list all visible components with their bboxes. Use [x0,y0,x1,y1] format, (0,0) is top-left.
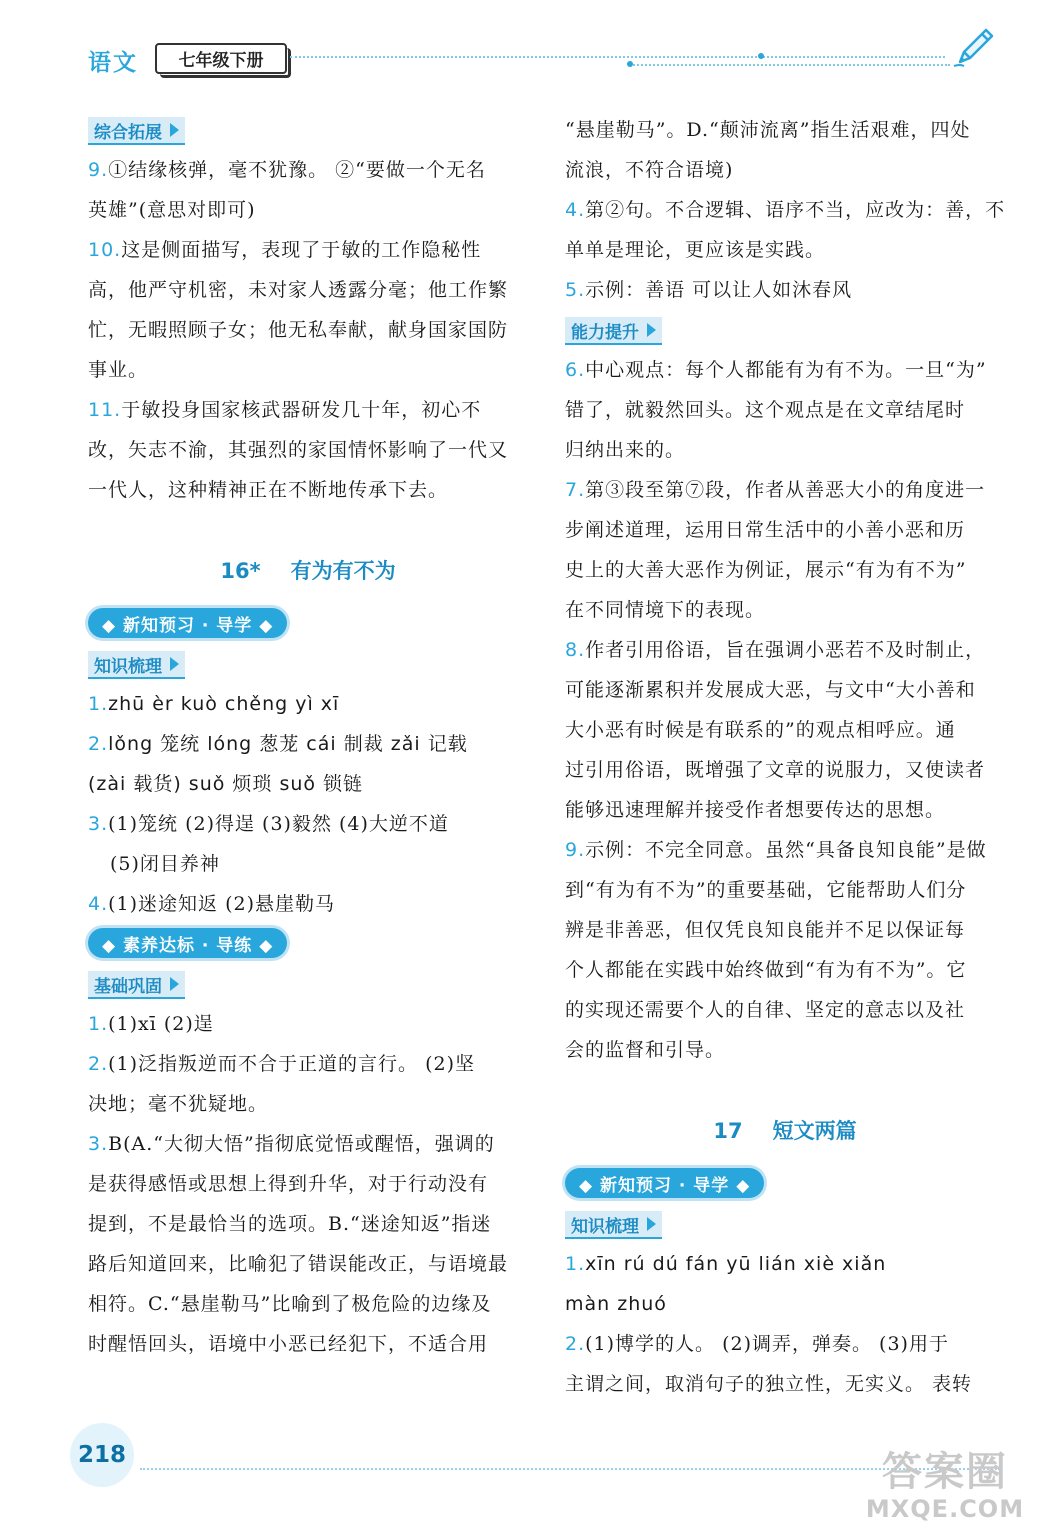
answer-text: (5)闭目养神 [110,853,220,875]
module-banner [88,924,528,964]
answer-text: B(A.“大彻大悟”指彻底觉悟或醒悟，强调的 [108,1133,495,1155]
answer-line [565,990,1005,1030]
answer-text: 决地；毫不犹疑地。 [88,1093,269,1115]
answer-text: 归纳出来的。 [565,439,686,461]
module-banner-label: ◆ 新知预习 · 导学 ◆ [88,608,287,638]
answer-line [88,430,528,470]
question-number: 2. [88,1053,109,1075]
answer-line [565,550,1005,590]
section-tag-label [565,1211,662,1239]
answer-text: màn zhuó [565,1293,667,1315]
question-number: 4. [88,893,109,915]
answer-text: xīn rú dú fán yū lián xiè xiǎn [585,1253,887,1275]
section-spacer [88,510,528,538]
answer-line [88,1004,528,1044]
question-number: 7. [565,479,586,501]
answer-text: (1)xī (2)逞 [108,1013,214,1035]
answer-text: (1)笼统 (2)得逞 (3)毅然 (4)大逆不道 [108,813,449,835]
answer-line [88,844,528,884]
triangle-right-icon [170,657,179,671]
answer-line [565,230,1005,270]
triangle-right-icon [170,123,179,137]
header-divider [290,56,945,58]
answer-text: 在不同情境下的表现。 [565,599,766,621]
question-number: 1. [88,693,109,715]
question-number: 4. [565,199,586,221]
lesson-title [565,1098,1005,1164]
answer-text: 大小恶有时候是有联系的”的观点相呼应。通 [565,719,956,741]
tag-text: 知识梳理 [571,1216,639,1237]
answer-text: 第②句。不合逻辑、语序不当，应改为：善，不 [585,199,1006,221]
answer-line [88,150,528,190]
question-number: 10. [88,239,122,261]
answer-line [88,884,528,924]
answer-text: 史上的大善大恶作为例证，展示“有为有不为” [565,559,967,581]
answer-text: 时醒悟回头，语境中小恶已经犯下，不适合用 [88,1333,489,1355]
module-banner-label: ◆ 素养达标 · 导练 ◆ [88,928,287,958]
section-tag [565,310,1005,350]
answer-text: 一代人，这种精神正在不断地传承下去。 [88,479,449,501]
answer-line [565,390,1005,430]
section-spacer [565,1070,1005,1098]
tag-text: 综合拓展 [94,122,162,143]
question-number: 9. [88,159,109,181]
question-number: 3. [88,1133,109,1155]
watermark-logo [860,1450,1030,1530]
answer-line [88,1044,528,1084]
answer-text: 主谓之间，取消句子的独立性，无实义。 表转 [565,1373,973,1395]
question-number: 11. [88,399,122,421]
module-banner-label: ◆ 新知预习 · 导学 ◆ [565,1168,764,1198]
answer-text: (zài 载货) suǒ 烦琐 suǒ 锁链 [88,773,364,795]
answer-line [88,1284,528,1324]
answer-line [88,1324,528,1364]
answer-text: 的实现还需要个人的自律、坚定的意志以及社 [565,999,966,1021]
question-number: 1. [565,1253,586,1275]
tag-text: 知识梳理 [94,656,162,677]
page-number: 218 [70,1423,134,1487]
lesson-name: 短文两篇 [772,1119,857,1143]
question-number: 2. [565,1333,586,1355]
answer-text: 作者引用俗语，旨在强调小恶若不及时制止， [585,639,986,661]
answer-line [88,190,528,230]
answer-text: 中心观点：每个人都能有为有不为。一旦“为” [585,359,987,381]
answer-text: 示例：善语 可以让人如沐春风 [585,279,853,301]
answer-line [565,470,1005,510]
answer-text: 示例：不完全同意。虽然“具备良知良能”是做 [585,839,987,861]
module-banner [565,1164,1005,1204]
answer-text: 到“有为有不为”的重要基础，它能帮助人们分 [565,879,967,901]
answer-line [565,870,1005,910]
answer-line [565,150,1005,190]
answer-line [88,684,528,724]
answer-text: 辨是非善恶，但仅凭良知良能并不足以保证每 [565,919,966,941]
lesson-title [88,538,528,604]
answer-line [565,1284,1005,1324]
answer-line [565,350,1005,390]
answer-line [565,710,1005,750]
answer-line [565,830,1005,870]
triangle-right-icon [170,977,179,991]
answer-line [88,470,528,510]
answer-text: 个人都能在实践中始终做到“有为有不为”。它 [565,959,967,981]
section-tag-label [565,317,662,345]
section-tag [88,644,528,684]
answer-line [88,1204,528,1244]
answer-line [88,804,528,844]
triangle-right-icon [647,323,656,337]
answer-line [565,950,1005,990]
question-number: 3. [88,813,109,835]
question-number: 6. [565,359,586,381]
answer-line [565,430,1005,470]
tag-text: 基础巩固 [94,976,162,997]
answer-line [565,1364,1005,1404]
answer-line [565,1030,1005,1070]
answer-line [88,270,528,310]
section-tag-label [88,971,185,999]
answer-text: 过引用俗语，既增强了文章的说服力，又使读者 [565,759,986,781]
answer-line [565,190,1005,230]
answer-text: 路后知道回来，比喻犯了错误能改正，与语境最 [88,1253,509,1275]
answer-text: 步阐述道理，运用日常生活中的小善小恶和历 [565,519,966,541]
tag-text: 能力提升 [571,322,639,343]
answer-line [88,350,528,390]
subject-label: 语文 [88,50,138,76]
answer-text: (1)博学的人。 (2)调弄，弹奏。 (3)用于 [585,1333,949,1355]
answer-text: (1)迷途知返 (2)悬崖勒马 [108,893,336,915]
answer-text: 单单是理论，更应该是实践。 [565,239,826,261]
answer-text: 提到，不是最恰当的选项。B.“迷途知返”指迷 [88,1213,492,1235]
grade-label: 七年级下册 [155,43,287,74]
answer-line [88,230,528,270]
answer-line [565,750,1005,790]
answer-text: 高，他严守机密，未对家人透露分毫；他工作繁 [88,279,509,301]
answer-text: 改，矢志不渝，其强烈的家国情怀影响了一代又 [88,439,509,461]
lesson-name: 有为有不为 [290,559,396,583]
answer-text: 会的监督和引导。 [565,1039,726,1061]
header-dot [758,53,764,59]
question-number: 1. [88,1013,109,1035]
answer-text: zhū èr kuò chěng yì xī [108,693,340,715]
answer-text: 相符。C.“悬崖勒马”比喻到了极危险的边缘及 [88,1293,492,1315]
module-banner [88,604,528,644]
answer-line [88,1124,528,1164]
answer-line [565,790,1005,830]
section-tag-label [88,651,185,679]
answer-line [565,1324,1005,1364]
triangle-right-icon [647,1217,656,1231]
answer-text: 第③段至第⑦段，作者从善恶大小的角度进一 [585,479,986,501]
answer-text: lǒng 笼统 lóng 葱茏 cái 制裁 zǎi 记载 [108,733,468,755]
answer-text: 这是侧面描写，表现了于敏的工作隐秘性 [121,239,482,261]
answer-text: 能够迅速理解并接受作者想要传达的思想。 [565,799,946,821]
answer-text: (1)泛指叛逆而不合于正道的言行。 (2)坚 [108,1053,476,1075]
question-number: 9. [565,839,586,861]
answer-text: “悬崖勒马”。D.“颠沛流离”指生活艰难，四处 [565,119,971,141]
answer-line [565,590,1005,630]
answer-line [565,510,1005,550]
answer-line [565,670,1005,710]
pencil-icon [950,22,998,70]
watermark-url: MXQE.COM [865,1495,1025,1523]
answer-line [88,1164,528,1204]
answer-text: 英雄”(意思对即可) [88,199,256,221]
answer-line [88,310,528,350]
header-divider-lower [630,64,950,66]
answer-text: 事业。 [88,359,149,381]
header-dot [627,61,633,67]
answer-line [565,270,1005,310]
answer-text: 错了，就毅然回头。这个观点是在文章结尾时 [565,399,966,421]
answer-text: ①结缘核弹，毫不犹豫。 ②“要做一个无名 [108,159,486,181]
answer-text: 于敏投身国家核武器研发几十年，初心不 [121,399,482,421]
question-number: 5. [565,279,586,301]
answer-line [565,630,1005,670]
answer-text: 忙，无暇照顾子女；他无私奉献，献身国家国防 [88,319,509,341]
section-tag [565,1204,1005,1244]
answer-line [88,1084,528,1124]
answer-line [565,110,1005,150]
lesson-number: 17 [713,1119,743,1143]
section-tag [88,110,528,150]
answer-line [88,390,528,430]
question-number: 8. [565,639,586,661]
answer-line [88,764,528,804]
answer-line [565,1244,1005,1284]
answer-line [88,1244,528,1284]
answer-line [88,724,528,764]
page-header [0,0,1041,80]
section-tag-label [88,117,185,145]
lesson-number: 16* [220,559,261,583]
answer-text: 可能逐渐累积并发展成大恶，与文中“大小善和 [565,679,976,701]
answer-text: 流浪，不符合语境) [565,159,734,181]
right-column [565,110,1005,1404]
question-number: 2. [88,733,109,755]
answer-line [565,910,1005,950]
left-column [88,110,528,1364]
answer-text: 是获得感悟或思想上得到升华，对于行动没有 [88,1173,489,1195]
watermark-title: 答案圈 [882,1449,1008,1495]
section-tag [88,964,528,1004]
